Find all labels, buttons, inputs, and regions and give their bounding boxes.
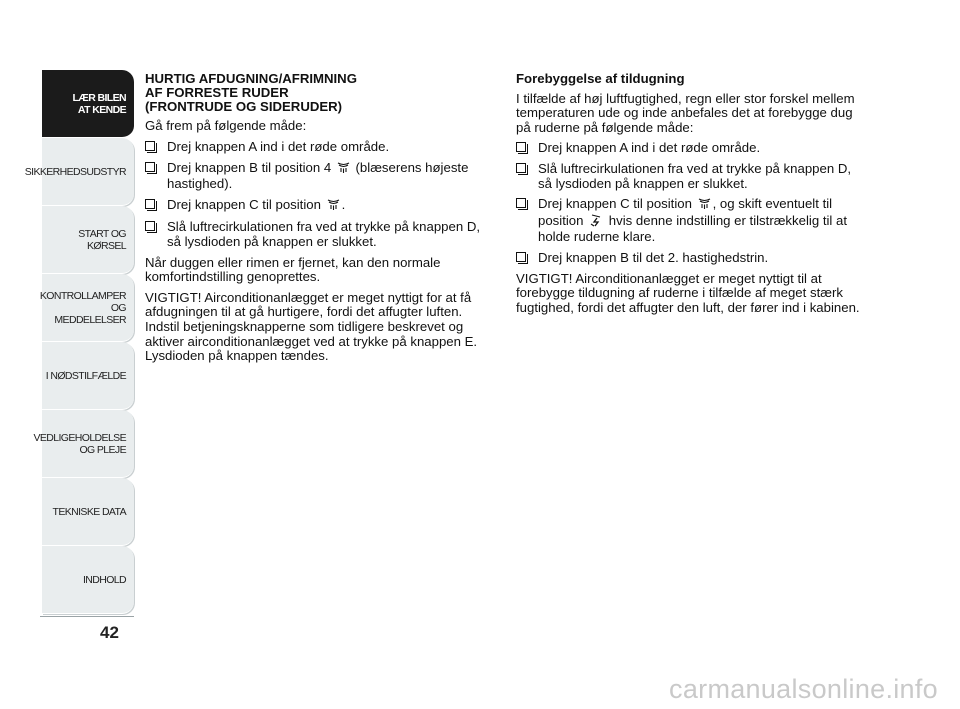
left-column (145, 72, 495, 370)
checkbox-bullet-icon (145, 162, 155, 172)
tab-label: START OG KØRSEL (78, 227, 126, 252)
list-item (145, 161, 495, 192)
intro-text: I tilfælde af høj luftfugtighed, regn eller stor forskel mellem temperaturen ude og inde anbefales det at forebygge dug på ruderne på følgende måde: (516, 90, 855, 135)
intro-text: Gå frem på følgende måde: (145, 118, 307, 134)
step-text: Drej knappen C til position (167, 196, 325, 212)
watermark-text: carmanualsonline.info (669, 674, 938, 704)
tab-label: INDHOLD (82, 573, 126, 586)
tab-tekniske-data[interactable] (42, 478, 134, 546)
list-item (516, 141, 866, 156)
fan-icon (337, 162, 350, 178)
tab-label: SIKKERHEDSUDSTYR (24, 165, 126, 178)
list-item (145, 198, 495, 215)
section-heading: HURTIG AFDUGNING/AFRIMNING AF FORRESTE RUDER (FRONTRUDE OG SIDERUDER) (145, 71, 357, 114)
list-item (516, 197, 866, 245)
checkbox-bullet-icon (145, 141, 155, 151)
sidebar-divider (40, 616, 134, 617)
tab-label: LÆR BILEN AT KENDE (72, 91, 126, 116)
tab-sikkerhedsudstyr[interactable] (24, 138, 134, 206)
tab-label: VEDLIGEHOLDELSE OG PLEJE (33, 431, 126, 456)
step-text: Drej knappen C til position (538, 196, 696, 212)
step-list (516, 141, 866, 265)
tab-indhold[interactable] (42, 546, 134, 614)
checkbox-bullet-icon (145, 221, 155, 231)
windscreen-defrost-icon (327, 199, 340, 215)
tab-start-og-korsel[interactable] (42, 206, 134, 274)
list-item (145, 220, 495, 249)
section-heading: Forebyggelse af tildugning (516, 71, 685, 86)
checkbox-bullet-icon (516, 198, 526, 208)
right-column (516, 72, 866, 321)
step-text: Drej knappen A ind i det røde område. (538, 140, 761, 156)
tab-label: TEKNISKE DATA (52, 505, 126, 518)
list-item (516, 162, 866, 191)
step-text: . (341, 196, 346, 212)
step-text: (blæserens højeste hastighed). (167, 159, 469, 192)
tab-vedligeholdelse[interactable] (33, 410, 134, 478)
checkbox-bullet-icon (516, 252, 526, 262)
step-text: , og skift eventuelt til position (538, 196, 833, 228)
tab-i-nodstilfaelde[interactable] (42, 342, 134, 410)
tab-label: KONTROLLAMPER OG MEDDELELSER (39, 289, 126, 326)
paragraph: Når duggen eller rimen er fjernet, kan den normale komfortindstilling genoprettes. (145, 254, 441, 285)
feet-windscreen-icon (589, 214, 603, 231)
checkbox-bullet-icon (145, 199, 155, 209)
list-item (516, 251, 866, 266)
tab-laer-bilen-at-kende[interactable] (42, 70, 134, 138)
step-text: Slå luftrecirkulationen fra ved at trykke på knappen D, så lysdioden på knappen er slukket. (167, 219, 481, 249)
step-text: Slå luftrecirkulationen fra ved at trykke på knappen D, så lysdioden på knappen er slukket. (538, 160, 852, 191)
step-list (145, 140, 495, 250)
step-text: Drej knappen A ind i det røde område. (167, 138, 390, 154)
windscreen-defrost-icon (698, 198, 711, 214)
paragraph: VIGTIGT! Airconditionanlægget er meget nyttigt for at få afdugningen til at gå hurtigere, fordi det affugter luften. Indstil betjeningsknapperne som tidligere beskrevet og aktiver airconditionanlægget ved at trykke på knappen E. Lysdioden på knappen tændes. (145, 289, 478, 364)
tab-kontrollamper[interactable] (39, 274, 134, 342)
checkbox-bullet-icon (516, 163, 526, 173)
checkbox-bullet-icon (516, 142, 526, 152)
step-text: Drej knappen B til position 4 (167, 159, 335, 175)
page-number: 42 (100, 623, 119, 642)
step-text: hvis denne indstilling er tilstrækkelig til at holde ruderne klare. (538, 212, 848, 245)
list-item (145, 140, 495, 155)
step-text: Drej knappen B til det 2. hastighedstrin. (538, 249, 769, 265)
chapter-sidebar (24, 70, 134, 614)
paragraph: VIGTIGT! Airconditionanlægget er meget nyttigt til at forebygge tildugning af ruderne i tilfælde af meget stærk fugtighed, fordi det affugter den luft, der fører ind i kabinen. (516, 270, 860, 315)
tab-label: I NØDSTILFÆLDE (45, 369, 126, 382)
